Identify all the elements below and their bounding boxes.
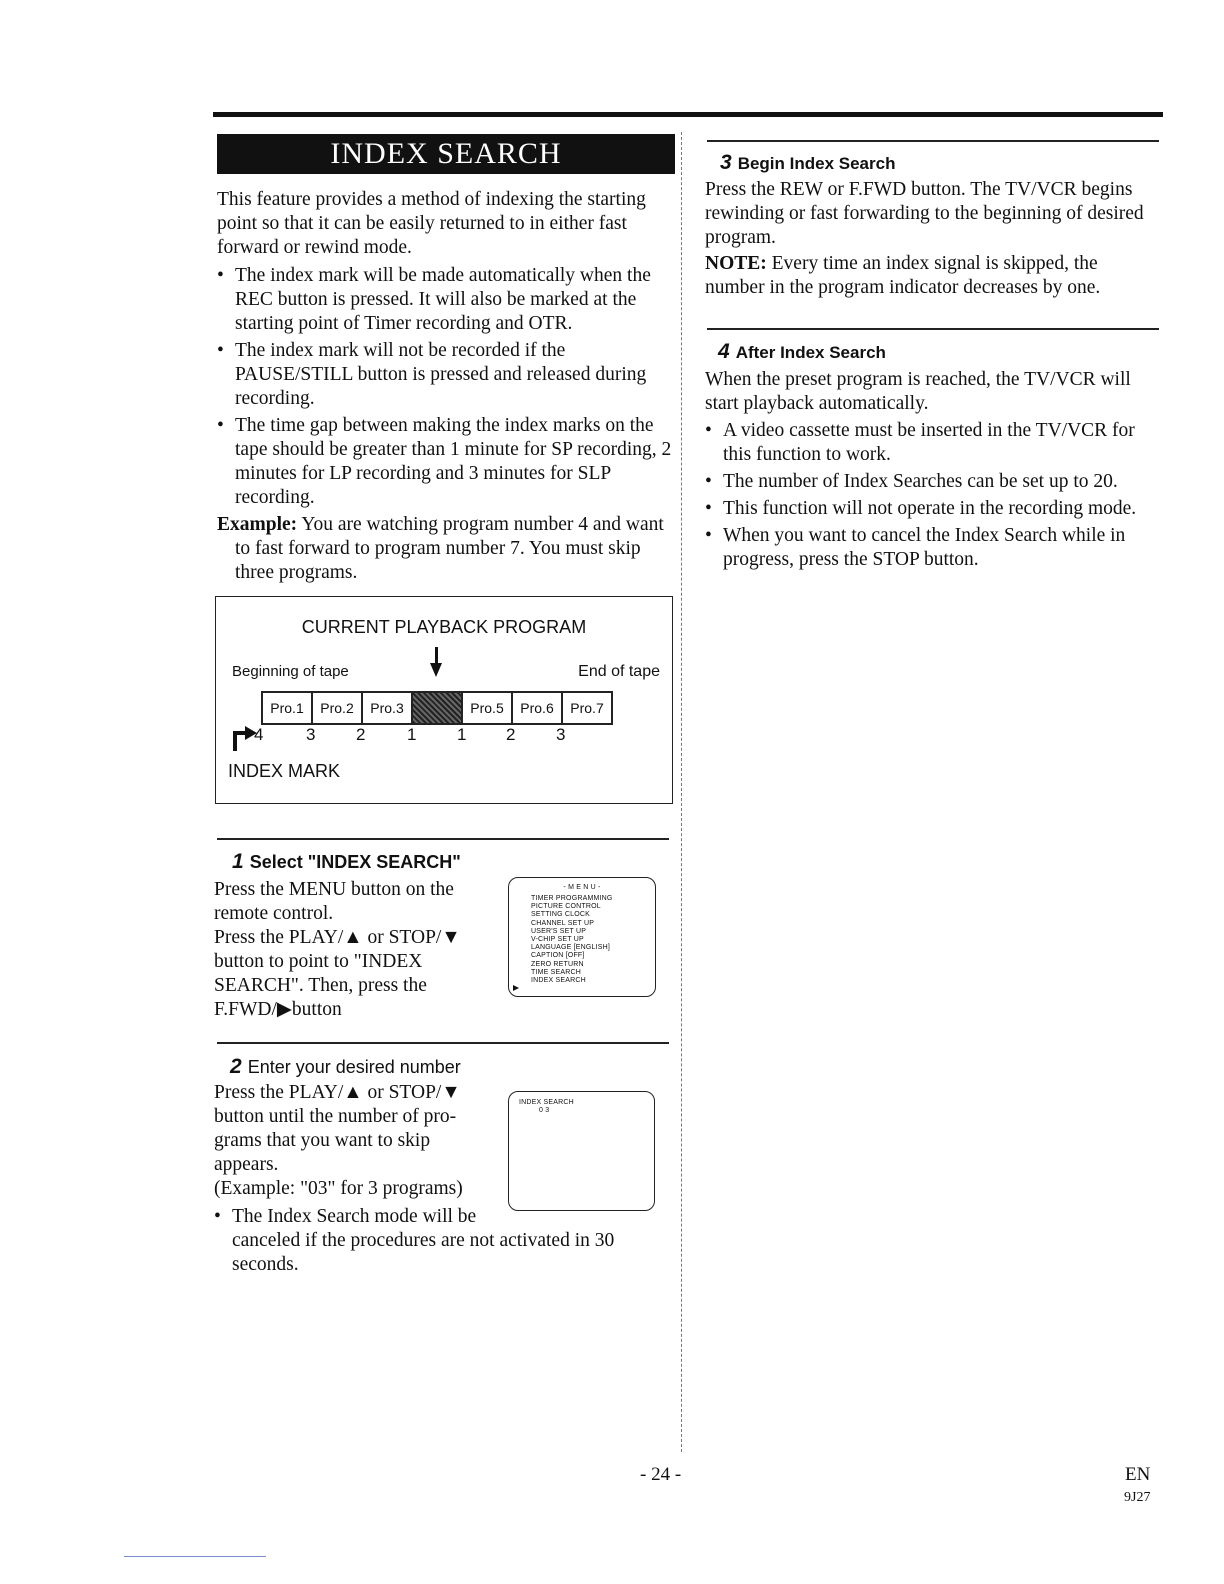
step1-number: 1 [232,850,244,873]
index-search-screen-value: 0 3 [539,1107,550,1114]
index-number: 2 [356,725,366,744]
step-divider [217,838,669,840]
end-of-tape-label: End of tape [578,663,660,680]
step4-heading-text: After Index Search [735,343,886,362]
program-cell: Pro.3 [363,693,413,723]
note-label: NOTE: [705,253,767,274]
index-search-screen-title: INDEX SEARCH [519,1099,574,1106]
bullet-item: • The time gap between making the index marks on the tape should be greater than 1 minute for SP recording, 2 minutes for LP recording and 3 minutes for SLP recording. [217,414,672,510]
step2-line: grams that you want to skip [214,1130,431,1151]
menu-item: LANGUAGE [ENGLISH] [531,944,611,952]
index-search-screen [508,1091,655,1211]
step1-line: remote control. [214,903,334,924]
note-text: Every time an index signal is skipped, the number in the program indicator decreases by one. [705,253,1101,298]
index-number: 1 [457,725,467,744]
step3-note [705,252,1160,300]
step4-text: When the preset program is reached, the TV/VCR will start playback automatically. [705,369,1131,414]
index-number: 3 [306,725,316,744]
menu-item: TIMER PROGRAMMING [531,895,613,902]
step3-text: Press the REW or F.FWD button. The TV/VCR begins rewinding or fast forwarding to the beginning of desired program. [705,179,1144,248]
menu-item: PICTURE CONTROL [531,903,601,911]
index-number: 3 [556,725,566,744]
step4-bullet: • The number of Index Searches can be set up to 20. [705,470,1160,494]
column-divider [681,132,682,1452]
menu-cursor-icon [512,984,520,992]
menu-screen [508,877,656,997]
step-divider [707,328,1159,330]
step2-instructions [214,1081,514,1201]
step3-number: 3 [720,151,732,174]
page-number: - 24 - [640,1464,682,1485]
program-cell: Pro.6 [513,693,563,723]
bottom-edge-line [124,1556,266,1557]
step1-line: SEARCH". Then, press the [214,975,427,996]
language-code: EN [1125,1464,1151,1485]
menu-item: SETTING CLOCK [531,911,590,919]
index-number: 4 [254,725,264,744]
program-cell: Pro.5 [463,693,513,723]
step2-line: (Example: "03" for 3 programs) [214,1178,463,1199]
step4-number: 4 [718,340,730,363]
current-program-cell [413,693,463,723]
step1-line: button to point to "INDEX [214,951,423,972]
step4-bullet: • A video cassette must be inserted in the TV/VCR for this function to work. [705,419,1160,467]
current-position-arrow-icon [428,647,444,679]
program-cell: Pro.1 [263,693,313,723]
step2-bullet-first: • The Index Search mode will be [214,1205,674,1229]
step1-heading-text: Select "INDEX SEARCH" [249,852,461,872]
step3-heading [720,151,895,175]
index-mark-label: INDEX MARK [228,761,341,781]
step2-line: Press the PLAY/▲ or STOP/▼ [214,1082,461,1103]
program-cell: Pro.7 [570,700,604,716]
step2-heading-text: Enter your desired number [247,1057,461,1077]
menu-title: - M E N U - [563,884,601,891]
step-divider [217,1042,669,1044]
model-code: 9J27 [1124,1490,1151,1505]
menu-item: CAPTION [OFF] [531,952,585,960]
step3-heading-text: Begin Index Search [737,154,896,173]
step4-heading [718,340,886,364]
top-rule [213,112,1163,117]
bullet-item: • The index mark will not be recorded if the PAUSE/STILL button is pressed and released during recording. [217,339,672,411]
step2-bullet-rest: canceled if the procedures are not activated in 30 seconds. [232,1230,615,1275]
menu-list [531,895,613,985]
step1-line: F.FWD/▶button [214,999,342,1020]
step2-line: button until the number of pro- [214,1106,457,1127]
example-paragraph [217,513,672,585]
step1-line: Press the PLAY/▲ or STOP/▼ [214,927,461,948]
index-number: 2 [506,725,516,744]
menu-item: ZERO RETURN [531,960,584,968]
step2-bullet [214,1205,674,1277]
step1-instructions [214,878,504,1022]
bullet-item: • The index mark will be made automatically when the REC button is pressed. It will also be marked at the starting point of Timer recording and OTR. [217,264,672,336]
playback-diagram [215,596,673,804]
step4-bullet: • When you want to cancel the Index Search while in progress, press the STOP button. [705,524,1160,572]
example-label: Example: [217,514,298,535]
beginning-of-tape-label: Beginning of tape [232,663,349,680]
menu-item: V-CHIP SET UP [531,936,584,944]
menu-item: TIME SEARCH [531,968,582,976]
step4-body [705,368,1160,572]
program-cell: Pro.2 [313,693,363,723]
step2-number: 2 [230,1055,242,1078]
step2-line: appears. [214,1154,279,1175]
diagram-heading: CURRENT PLAYBACK PROGRAM [301,617,587,637]
left-column-text [217,188,672,585]
step1-heading [232,850,461,874]
step-divider [707,140,1159,142]
page-title: INDEX SEARCH [217,134,675,174]
menu-item: CHANNEL SET UP [531,919,595,927]
menu-item: USER'S SET UP [531,927,587,935]
menu-item-selected: INDEX SEARCH [531,977,586,985]
step1-line: Press the MENU button on the [214,879,454,900]
example-text: You are watching program number 4 and want to fast forward to program number 7. You must skip three programs. [235,514,664,583]
index-number: 1 [407,725,417,744]
step4-bullet: • This function will not operate in the recording mode. [705,497,1160,521]
step2-heading [230,1055,461,1079]
step3-body [705,178,1160,300]
program-strip [261,691,613,725]
intro-paragraph: This feature provides a method of indexing the starting point so that it can be easily returned to in either fast forward or rewind mode. [217,189,646,258]
